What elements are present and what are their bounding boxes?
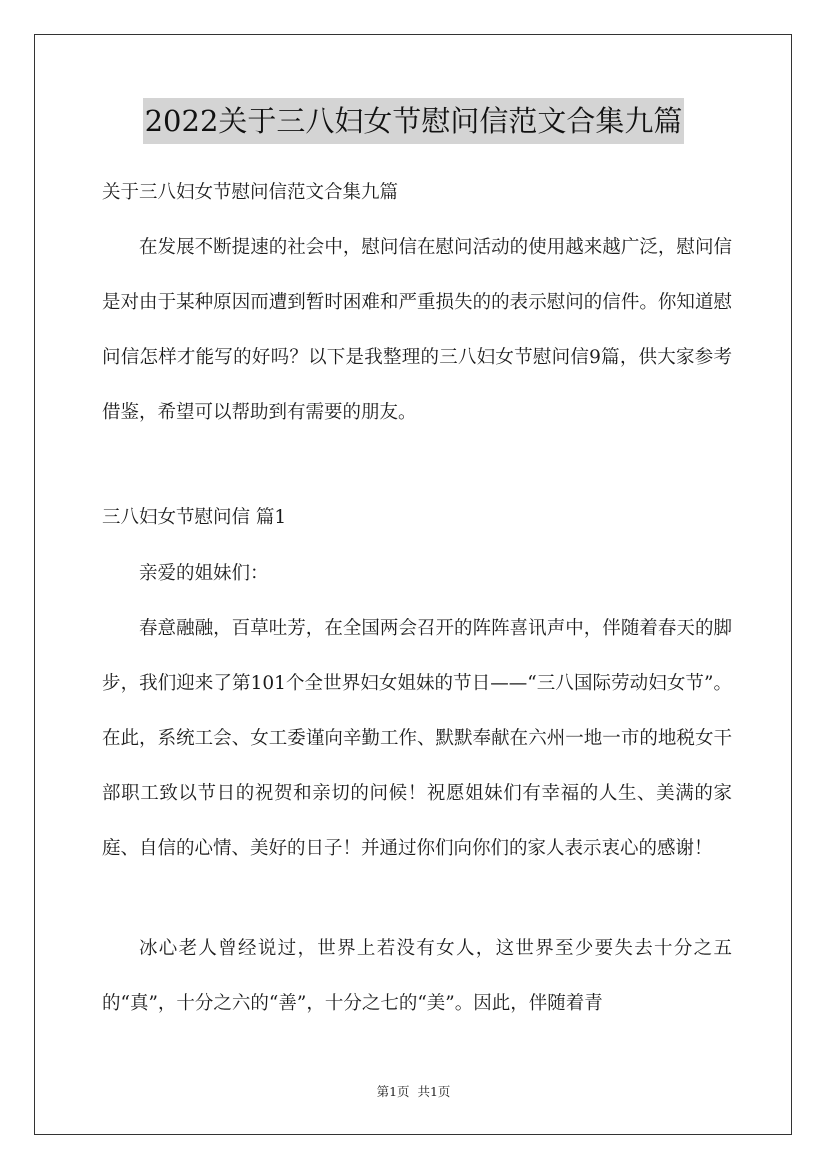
page-number-footer: 第1页 共1页 <box>376 1084 451 1099</box>
title-container <box>0 98 827 144</box>
document-title: 2022关于三八妇女节慰问信范文合集九篇 <box>143 98 685 144</box>
body-paragraph-1: 春意融融，百草吐芳，在全国两会召开的阵阵喜讯声中，伴随着春天的脚步，我们迎来了第101个全世界妇女姐妹的节日——“三八国际劳动妇女节”。在此，系统工会、女工委谨向辛勤工作、默默奉献在六州一地一市的地税女干部职工致以节日的祝贺和亲切的问候！祝愿姐妹们有幸福的人生、美满的家庭、自信的心情、美好的日子！并通过你们向你们的家人表示衷心的感谢！ <box>102 618 732 859</box>
intro-paragraph: 在发展不断提速的社会中，慰问信在慰问活动的使用越来越广泛，慰问信是对由于某种原因而遭到暂时困难和严重损失的的表示慰问的信件。你知道慰问信怎样才能写的好吗？以下是我整理的三八妇女节慰问信9篇，供大家参考借鉴，希望可以帮助到有需要的朋友。 <box>102 237 732 423</box>
section-heading: 三八妇女节慰问信 篇1 <box>102 507 287 528</box>
body-paragraph-2: 冰心老人曾经说过，世界上若没有女人，这世界至少要失去十分之五的“真”，十分之六的“善”，十分之七的“美”。因此，伴随着青 <box>102 938 732 1014</box>
document-subtitle: 关于三八妇女节慰问信范文合集九篇 <box>102 182 399 203</box>
salutation: 亲爱的姐妹们： <box>139 563 269 584</box>
